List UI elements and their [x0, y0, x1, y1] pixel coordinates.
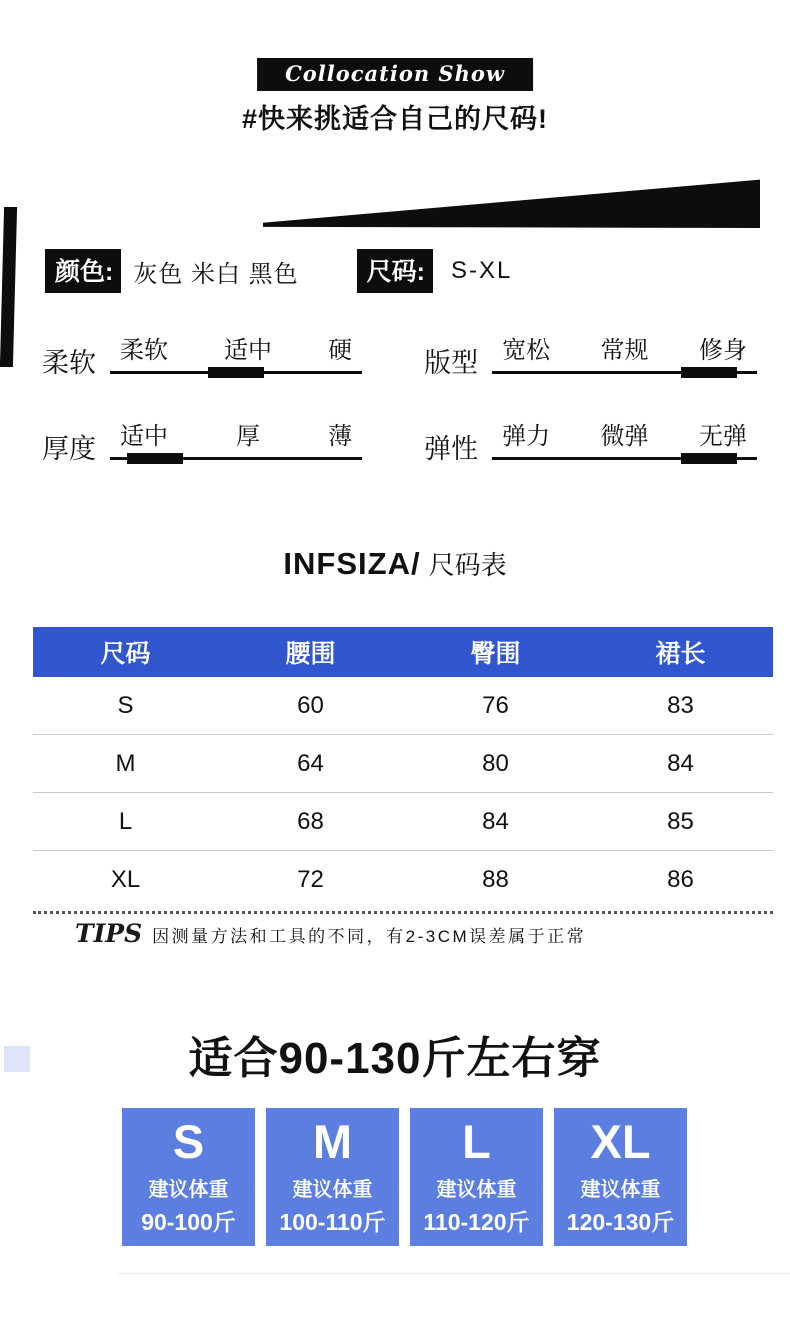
weight-box-range: 100-110斤 [279, 1209, 386, 1236]
cell-length: 85 [667, 807, 694, 835]
cell-size: S [117, 691, 134, 719]
decorative-wedge [263, 177, 760, 229]
weight-box-xl [554, 1108, 687, 1246]
cell-size: XL [110, 866, 141, 893]
decorative-left-bar [0, 207, 17, 367]
scale-selected-marker [127, 453, 183, 464]
size-value: S-XL [451, 257, 513, 284]
weight-box-range: 90-100斤 [141, 1209, 236, 1236]
cell-size: M [115, 749, 136, 777]
scale-option: 常规 [600, 337, 649, 364]
column-header: 尺码 [100, 640, 151, 668]
cell-hip: 76 [482, 691, 509, 719]
cell-hip: 80 [482, 749, 509, 777]
table-row [33, 677, 773, 735]
scale-track-fit [492, 330, 757, 374]
weight-box-size: L [462, 1114, 491, 1168]
cell-waist: 68 [297, 807, 324, 835]
column-header: 腰围 [285, 640, 336, 668]
scale-option: 柔软 [120, 337, 168, 364]
weight-box-label: 建议体重 [580, 1179, 661, 1202]
weight-box-l [410, 1108, 543, 1246]
scale-track-thickness [110, 416, 362, 460]
scale-track-softness [110, 330, 362, 374]
weight-box-size: XL [590, 1114, 651, 1168]
scale-option: 宽松 [502, 337, 551, 364]
column-header: 裙长 [655, 640, 706, 668]
scale-option: 厚 [236, 423, 261, 450]
table-row [33, 735, 773, 793]
scale-selected-marker [681, 367, 737, 378]
cell-length: 86 [667, 866, 694, 893]
weight-box-label: 建议体重 [436, 1179, 517, 1202]
weight-box-label: 建议体重 [148, 1179, 229, 1202]
scale-option: 适中 [224, 337, 273, 364]
scale-track-elasticity [492, 416, 757, 460]
cell-waist: 64 [297, 749, 324, 777]
scale-option: 无弹 [699, 423, 747, 450]
table-row [33, 793, 773, 851]
weight-box-range: 110-120斤 [423, 1209, 530, 1236]
scale-row-thickness [42, 416, 362, 464]
size-chart-title: 尺码表 [428, 550, 507, 580]
size-label-chip: 尺码: [357, 249, 433, 293]
scale-row-elasticity [424, 416, 757, 464]
attributes-row [45, 249, 760, 293]
size-table [33, 627, 773, 909]
scale-selected-marker [208, 367, 264, 378]
weight-recommendation-boxes [122, 1108, 687, 1246]
scale-option: 弹力 [502, 423, 551, 450]
scale-option: 微弹 [600, 423, 649, 450]
collection-banner: Collocation Show [257, 58, 533, 91]
cell-size: L [118, 807, 133, 835]
column-header: 臀围 [470, 640, 521, 668]
weight-box-label: 建议体重 [292, 1179, 373, 1202]
scale-option: 修身 [699, 337, 747, 364]
cell-waist: 60 [297, 691, 324, 719]
scale-label-fit: 版型 [424, 348, 479, 378]
scale-option: 薄 [328, 423, 353, 450]
size-chart-heading [0, 545, 790, 582]
fit-weight-heading: 适合90-130斤左右穿 [188, 1034, 602, 1083]
cell-hip: 84 [482, 807, 509, 835]
table-row [33, 851, 773, 909]
cell-length: 83 [667, 691, 694, 719]
scale-label-thickness: 厚度 [42, 434, 96, 464]
color-value: 灰色 米白 黑色 [133, 260, 299, 288]
cell-length: 84 [667, 749, 694, 777]
scale-option: 适中 [120, 423, 168, 450]
size-table-header [33, 627, 773, 677]
color-label-chip: 颜色: [45, 249, 121, 293]
tips-text: 因测量方法和工具的不同，有2-3CM误差属于正常 [152, 927, 587, 946]
tips-label: TIPS [75, 919, 143, 948]
weight-box-s [122, 1108, 255, 1246]
property-scales [42, 330, 757, 464]
scale-row-fit [424, 330, 757, 378]
scale-option: 硬 [328, 337, 353, 364]
weight-box-size: M [312, 1114, 353, 1168]
decorative-faint-line [118, 1273, 790, 1274]
scale-selected-marker [681, 453, 737, 464]
scale-label-elasticity: 弹性 [424, 434, 479, 464]
weight-box-range: 120-130斤 [566, 1209, 675, 1236]
brand-text: INFSIZA/ [283, 546, 421, 581]
cell-hip: 88 [482, 866, 509, 893]
scale-label-softness: 柔软 [42, 348, 96, 378]
weight-box-m [266, 1108, 399, 1246]
scale-row-softness [42, 330, 362, 378]
weight-box-size: S [172, 1114, 205, 1168]
tips-note [33, 911, 773, 948]
cell-waist: 72 [297, 866, 324, 893]
pick-size-subtitle: #快来挑适合自己的尺码! [241, 104, 548, 134]
